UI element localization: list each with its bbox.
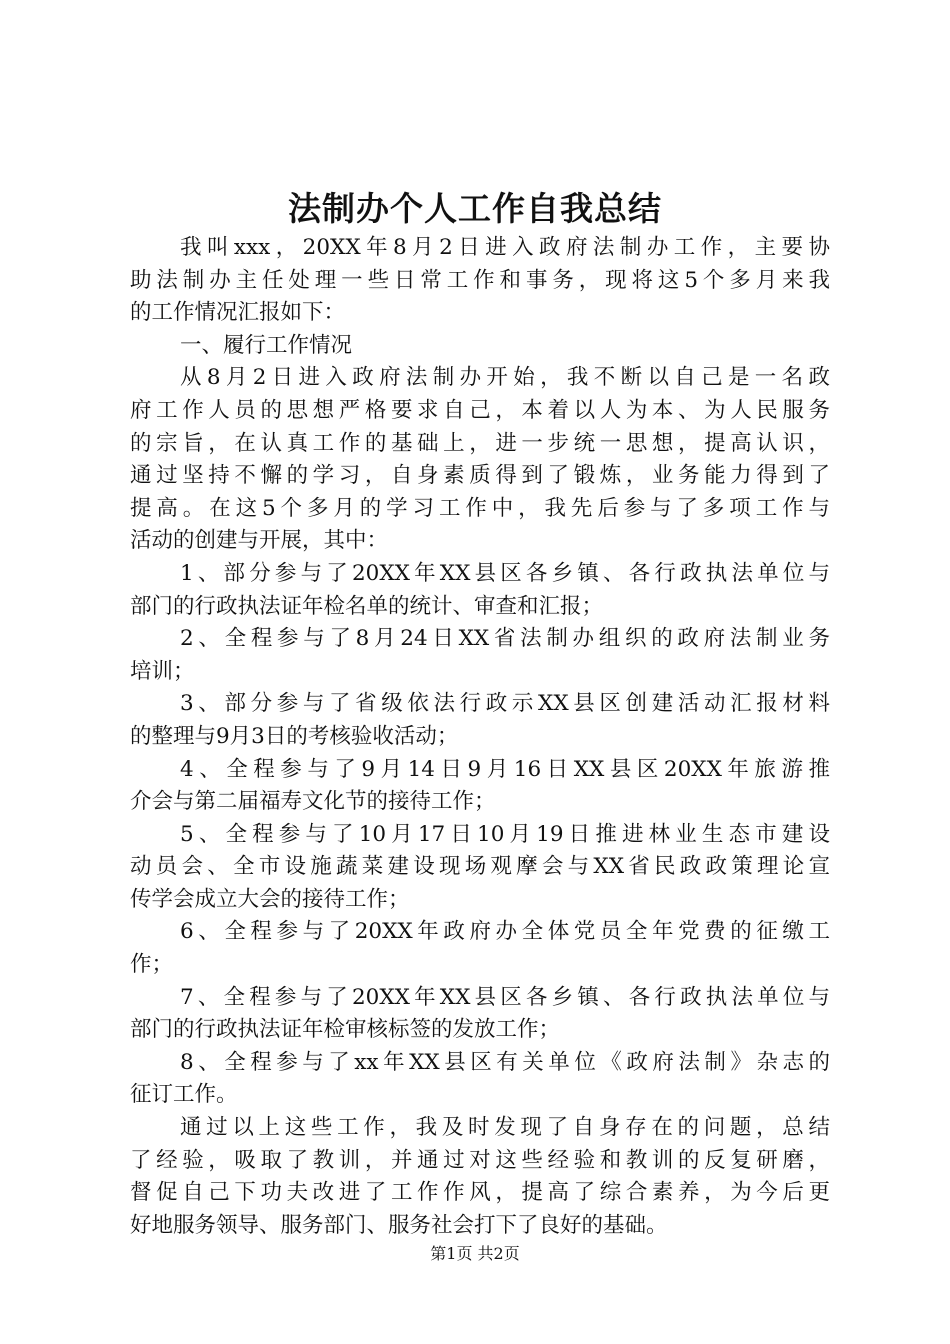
- list-item-line: 6、全程参与了20XX年政府办全体党员全年党费的征缴工: [180, 919, 830, 945]
- list-item-line: 部门的行政执法证年检审核标签的发放工作；: [130, 1017, 561, 1043]
- section-heading: 一、履行工作情况: [180, 332, 353, 358]
- paragraph-line: 活动的创建与开展，其中：: [130, 528, 389, 554]
- list-item-line: 动员会、全市设施蔬菜建设现场观摩会与XX省民政政策理论宣: [130, 854, 830, 880]
- paragraph-line: 提高。在这5个多月的学习工作中，我先后参与了多项工作与: [130, 495, 830, 521]
- list-item-line: 的整理与9月3日的考核验收活动；: [130, 723, 459, 749]
- paragraph-line: 府工作人员的思想严格要求自己，本着以人为本、为人民服务: [130, 397, 830, 423]
- list-item-line: 培训；: [130, 658, 195, 684]
- paragraph-line: 我叫xxx，20XX年8月2日进入政府法制办工作，主要协: [180, 235, 830, 260]
- list-item-line: 1、部分参与了20XX年XX县区各乡镇、各行政执法单位与: [180, 560, 830, 586]
- paragraph-line: 好地服务领导、服务部门、服务社会打下了良好的基础。: [130, 1212, 668, 1238]
- list-item-line: 传学会成立大会的接待工作；: [130, 886, 410, 912]
- paragraph-line: 从8月2日进入政府法制办开始，我不断以自己是一名政: [180, 365, 830, 391]
- list-item-line: 介会与第二届福寿文化节的接待工作；: [130, 789, 496, 815]
- list-item-line: 部门的行政执法证年检名单的统计、审查和汇报；: [130, 593, 604, 619]
- list-item-line: 4、全程参与了9月14日9月16日XX县区20XX年旅游推: [180, 756, 830, 782]
- list-item-line: 7、全程参与了20XX年XX县区各乡镇、各行政执法单位与: [180, 984, 830, 1010]
- list-item-line: 2、全程参与了8月24日XX省法制办组织的政府法制业务: [180, 626, 830, 652]
- document-title: 法制办个人工作自我总结: [288, 189, 662, 228]
- list-item-line: 征订工作。: [130, 1082, 238, 1108]
- paragraph-line: 通过以上这些工作，我及时发现了自身存在的问题，总结: [180, 1115, 830, 1141]
- list-item-line: 8、全程参与了xx年XX县区有关单位《政府法制》杂志的: [180, 1049, 830, 1075]
- paragraph-line: 督促自己下功夫改进了工作作风，提高了综合素养，为今后更: [130, 1180, 830, 1206]
- paragraph-line: 助法制办主任处理一些日常工作和事务，现将这5个多月来我: [130, 267, 830, 293]
- paragraph-line: 的工作情况汇报如下：: [130, 300, 346, 326]
- list-item-line: 作；: [130, 952, 174, 978]
- paragraph-line: 通过坚持不懈的学习，自身素质得到了锻炼，业务能力得到了: [130, 463, 830, 489]
- list-item-line: 5、全程参与了10月17日10月19日推进林业生态市建设: [180, 821, 830, 847]
- list-item-line: 3、部分参与了省级依法行政示XX县区创建活动汇报材料: [180, 691, 830, 717]
- paragraph-line: 了经验，吸取了教训，并通过对这些经验和教训的反复研磨，: [130, 1147, 830, 1173]
- page-number-footer: 第1页 共2页: [430, 1244, 520, 1263]
- paragraph-line: 的宗旨，在认真工作的基础上，进一步统一思想，提高认识，: [130, 430, 830, 456]
- document-body: [130, 232, 830, 1242]
